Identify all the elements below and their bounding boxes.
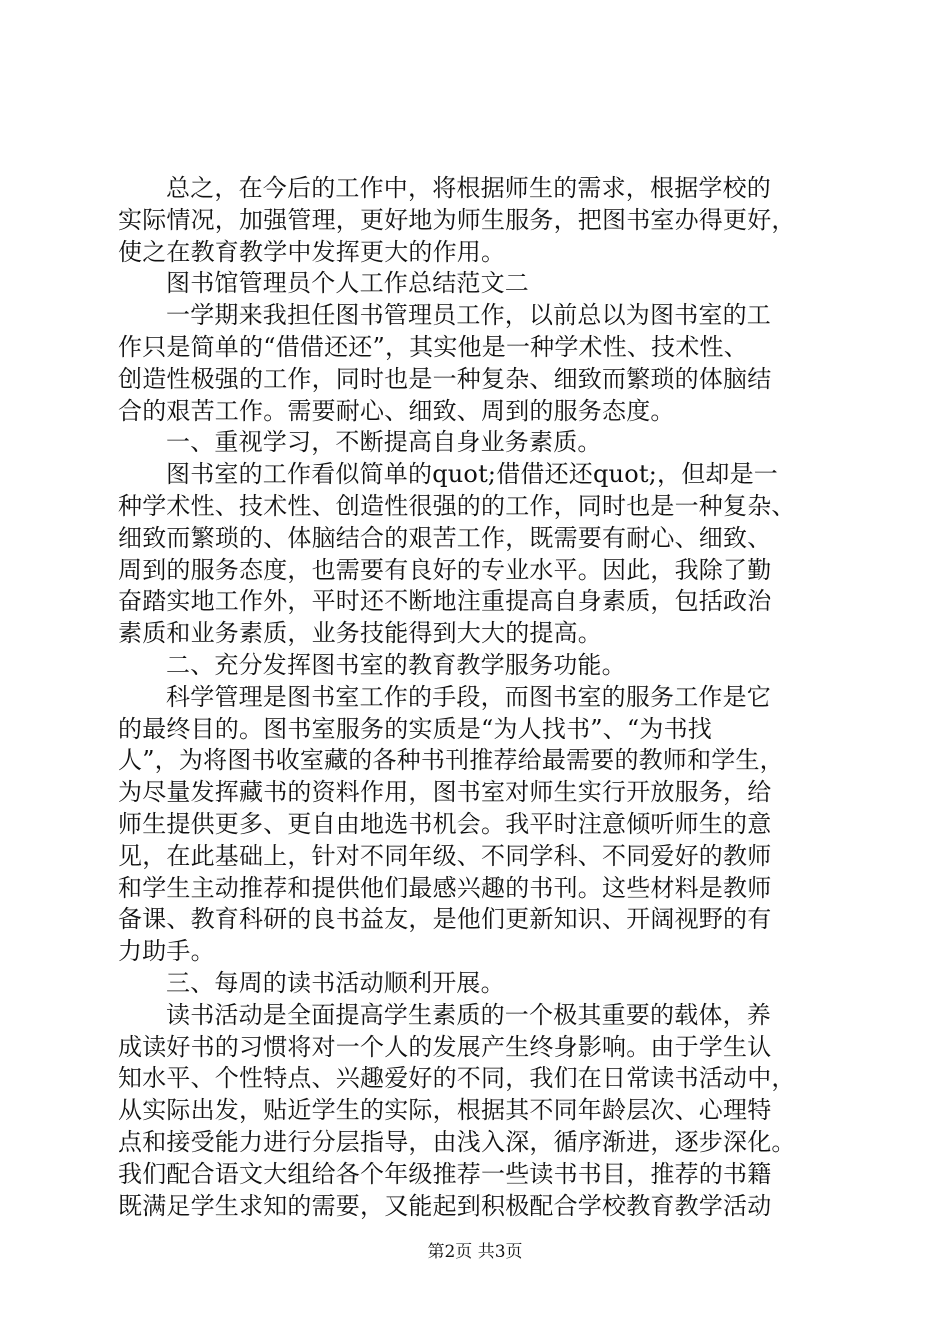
- text-line: 周到的服务态度，也需要有良好的专业水平。因此，我除了勤: [118, 555, 772, 584]
- text-line: 见，在此基础上，针对不同年级、不同学科、不同爱好的教师: [118, 841, 772, 870]
- text-line: 图书室的工作看似简单的quot;借借还还quot;，但却是一: [166, 460, 778, 489]
- text-line: 的最终目的。图书室服务的实质是“为人找书”、“为书找: [118, 714, 713, 743]
- text-line: 既满足学生求知的需要，又能起到积极配合学校教育教学活动: [118, 1191, 772, 1220]
- text-line: 二、充分发挥图书室的教育教学服务功能。: [166, 650, 626, 679]
- text-line: 知水平、个性特点、兴趣爱好的不同，我们在日常读书活动中，: [118, 1064, 796, 1093]
- text-line: 总之，在今后的工作中，将根据师生的需求，根据学校的: [166, 174, 771, 202]
- text-line: 力助手。: [118, 937, 215, 966]
- text-line: 创造性极强的工作，同时也是一种复杂、细致而繁琐的体脑结: [118, 364, 772, 393]
- text-line: 作只是简单的“借借还还”，其实他是一种学术性、技术性、: [118, 332, 748, 361]
- text-line: 三、每周的读书活动顺利开展。: [166, 968, 505, 997]
- text-line: 素质和业务素质，业务技能得到大大的提高。: [118, 619, 602, 648]
- text-line: 读书活动是全面提高学生素质的一个极其重要的载体，养: [166, 1000, 771, 1029]
- text-line: 科学管理是图书室工作的手段，而图书室的服务工作是它: [166, 682, 771, 711]
- text-line: 成读好书的习惯将对一个人的发展产生终身影响。由于学生认: [118, 1032, 772, 1061]
- page-footer: 第2页 共3页: [427, 1242, 523, 1262]
- text-line: 从实际出发，贴近学生的实际，根据其不同年龄层次、心理特: [118, 1096, 772, 1125]
- text-line: 和学生主动推荐和提供他们最感兴趣的书刊。这些材料是教师: [118, 873, 772, 902]
- text-line: 一学期来我担任图书管理员工作，以前总以为图书室的工: [166, 301, 771, 330]
- text-line: 为尽量发挥藏书的资料作用，图书室对师生实行开放服务，给: [118, 778, 772, 807]
- text-line: 奋踏实地工作外，平时还不断地注重提高自身素质，包括政治: [118, 587, 772, 616]
- text-line: 细致而繁琐的、体脑结合的艰苦工作，既需要有耐心、细致、: [118, 523, 772, 552]
- document-body: [118, 173, 838, 1222]
- text-line: 点和接受能力进行分层指导，由浅入深，循序渐进，逐步深化。: [118, 1127, 796, 1156]
- text-line: 种学术性、技术性、创造性很强的的工作，同时也是一种复杂、: [118, 491, 796, 520]
- text-line: 我们配合语文大组给各个年级推荐一些读书书目，推荐的书籍: [118, 1159, 772, 1188]
- text-line: 图书馆管理员个人工作总结范文二: [166, 269, 529, 298]
- text-line: 合的艰苦工作。需要耐心、细致、周到的服务态度。: [118, 396, 675, 425]
- text-line: 人”，为将图书收室藏的各种书刊推荐给最需要的教师和学生，: [118, 746, 784, 775]
- text-line: 师生提供更多、更自由地选书机会。我平时注意倾听师生的意: [118, 809, 772, 838]
- text-line: 使之在教育教学中发挥更大的作用。: [118, 237, 506, 266]
- text-line: 实际情况，加强管理，更好地为师生服务，把图书室办得更好，: [118, 205, 796, 234]
- text-line: 一、重视学习，不断提高自身业务素质。: [166, 428, 602, 457]
- text-line: 备课、教育科研的良书益友，是他们更新知识、开阔视野的有: [118, 905, 772, 934]
